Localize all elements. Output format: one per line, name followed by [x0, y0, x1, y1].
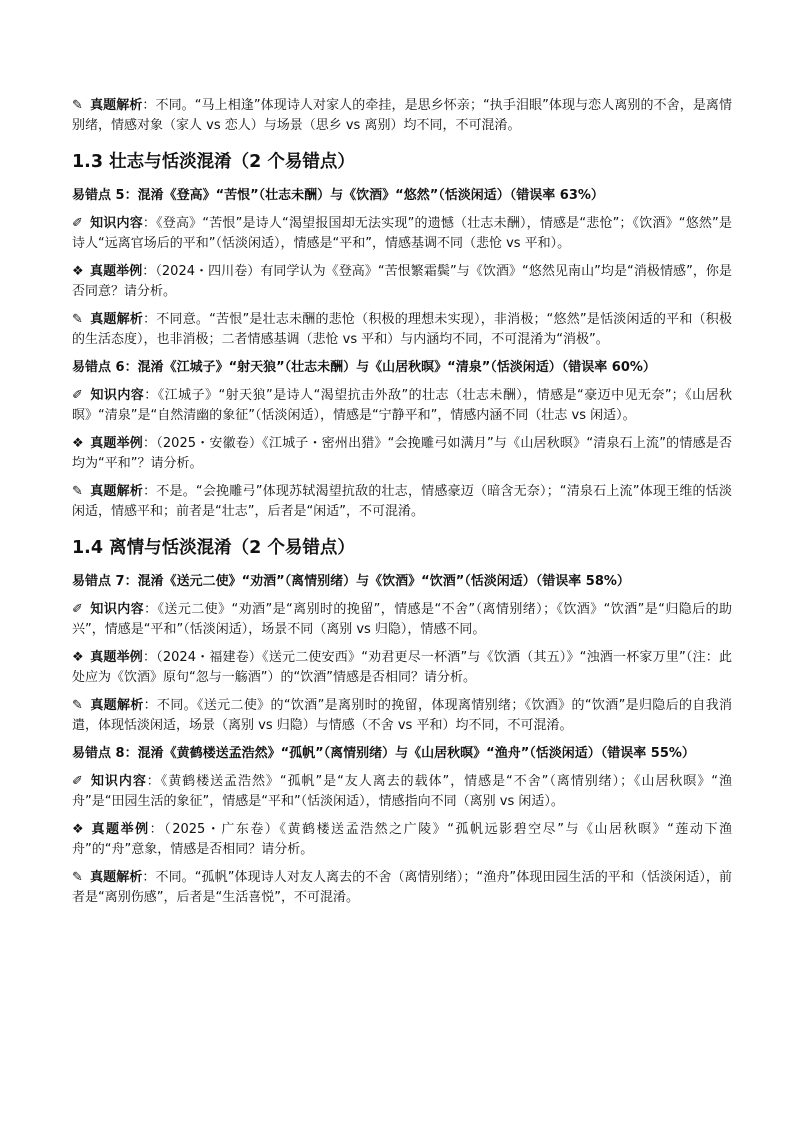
knowledge-text: ：《黄鹤楼送孟浩然》“孤帆”是“友人离去的载体”，情感是“不舍”（离情别绪）；《山居秋暝》“渔舟”是“田园生活的象征”，情感是“平和”（恬淡闲适），情感指向不同（离别 vs 闲适）。 — [72, 774, 732, 809]
diamond-icon: ❖ — [72, 650, 84, 665]
diamond-icon: ❖ — [72, 436, 84, 451]
example-text: ：（2024・福建卷）《送元二使安西》“劝君更尽一杯酒”与《饮酒（其五）》“浊酒一杯家万里”（注：此处应为《饮酒》原句“忽与一觞酒”）的“饮酒”情感是否相同？请分析。 — [72, 650, 732, 685]
example-label: 真题举例 — [90, 650, 143, 665]
example-text: ：（2025・安徽卷）《江城子・密州出猎》“会挽雕弓如满月”与《山居秋暝》“清泉石上流”的情感是否均为“平和”？请分析。 — [72, 436, 732, 471]
point-title-5: 易错点 5：混淆《登高》“苦恨”（壮志未酬）与《饮酒》“悠然”（恬淡闲适）（错误率 63%） — [72, 188, 604, 203]
analysis-label: 真题解析 — [90, 98, 143, 113]
example-para — [72, 262, 732, 302]
pencil-icon: ✎ — [72, 698, 83, 713]
knowledge-para — [72, 600, 732, 640]
analysis-text: ：不同。“马上相逢”体现诗人对家人的牵挂，是思乡怀亲；“执手泪眼”体现与恋人离别的不舍，是离情别绪，情感对象（家人 vs 恋人）与场景（思乡 vs 离别）均不同，不可混淆。 — [72, 98, 732, 133]
pencil-icon: ✎ — [72, 312, 83, 327]
diamond-icon: ❖ — [72, 264, 84, 279]
knowledge-label: 知识内容 — [90, 602, 145, 617]
knowledge-label: 知识内容 — [90, 216, 143, 231]
section-title-1-4: 1.4 离情与恬淡混淆（2 个易错点） — [72, 538, 355, 558]
analysis-para — [72, 696, 732, 736]
point-title-7: 易错点 7：混淆《送元二使》“劝酒”（离情别绪）与《饮酒》“饮酒”（恬淡闲适）（错误率 58%） — [72, 574, 630, 589]
analysis-para — [72, 482, 732, 522]
analysis-label: 真题解析 — [90, 698, 144, 713]
document-page — [72, 96, 732, 916]
crayon-icon: ✐ — [72, 388, 83, 403]
analysis-text: ：不同。《送元二使》的“饮酒”是离别时的挽留，体现离情别绪；《饮酒》的“饮酒”是归隐后的自我消遣，体现恬淡闲适，场景（离别 vs 归隐）与情感（不舍 vs 平和）均不同，不可混淆。 — [72, 698, 732, 733]
knowledge-para — [72, 214, 732, 254]
point-title-8: 易错点 8：混淆《黄鹤楼送孟浩然》“孤帆”（离情别绪）与《山居秋暝》“渔舟”（恬淡闲适）（错误率 55%） — [72, 746, 695, 761]
knowledge-text: ：《送元二使》“劝酒”是“离别时的挽留”，情感是“不舍”（离情别绪）；《饮酒》“饮酒”是“归隐后的助兴”，情感是“平和”（恬淡闲适），场景不同（离别 vs 归隐），情感不同。 — [72, 602, 732, 637]
pencil-icon: ✎ — [72, 98, 83, 113]
analysis-text: ：不同。“孤帆”体现诗人对友人离去的不舍（离情别绪）；“渔舟”体现田园生活的平和（恬淡闲适），前者是“离别伤感”，后者是“生活喜悦”，不可混淆。 — [72, 870, 732, 905]
analysis-label: 真题解析 — [90, 484, 144, 499]
analysis-text: ：不是。“会挽雕弓”体现苏轼渴望抗敌的壮志，情感豪迈（暗含无奈）；“清泉石上流”体现王维的恬淡闲适，情感平和；前者是“壮志”，后者是“闲适”，不可混淆。 — [72, 484, 732, 519]
pencil-icon: ✎ — [72, 484, 83, 499]
analysis-para — [72, 868, 732, 908]
example-para — [72, 820, 732, 860]
knowledge-para — [72, 772, 732, 812]
crayon-icon: ✐ — [72, 216, 83, 231]
analysis-label: 真题解析 — [90, 870, 143, 885]
knowledge-label: 知识内容 — [90, 774, 147, 789]
analysis-text: ：不同意。“苦恨”是壮志未酬的悲怆（积极的理想未实现），非消极；“悠然”是恬淡闲适的平和（积极的生活态度），也非消极；二者情感基调（悲怆 vs 平和）与内涵均不同，不可混淆为“消极”。 — [72, 312, 732, 347]
example-label: 真题举例 — [90, 822, 150, 837]
example-para — [72, 648, 732, 688]
knowledge-para — [72, 386, 732, 426]
knowledge-label: 知识内容 — [90, 388, 145, 403]
point-title-6: 易错点 6：混淆《江城子》“射天狼”（壮志未酬）与《山居秋暝》“清泉”（恬淡闲适）（错误率 60%） — [72, 360, 656, 375]
example-text: ：（2025・广东卷）《黄鹤楼送孟浩然之广陵》“孤帆远影碧空尽”与《山居秋暝》“莲动下渔舟”的“舟”意象，情感是否相同？请分析。 — [72, 822, 732, 857]
pencil-icon: ✎ — [72, 870, 83, 885]
section-title-1-3: 1.3 壮志与恬淡混淆（2 个易错点） — [72, 152, 355, 172]
example-text: ：（2024・四川卷）有同学认为《登高》“苦恨繁霜鬓”与《饮酒》“悠然见南山”均是“消极情感”，你是否同意？请分析。 — [72, 264, 732, 299]
crayon-icon: ✐ — [72, 602, 83, 617]
analysis-para — [72, 310, 732, 350]
knowledge-text: ：《登高》“苦恨”是诗人“渴望报国却无法实现”的遗憾（壮志未酬），情感是“悲怆”；《饮酒》“悠然”是诗人“远离官场后的平和”（恬淡闲适），情感是“平和”，情感基调不同（悲怆 vs 平和）。 — [72, 216, 732, 251]
example-para — [72, 434, 732, 474]
analysis-label: 真题解析 — [90, 312, 144, 327]
diamond-icon: ❖ — [72, 822, 84, 837]
crayon-icon: ✐ — [72, 774, 83, 789]
intro-analysis — [72, 96, 732, 136]
knowledge-text: ：《江城子》“射天狼”是诗人“渴望抗击外敌”的壮志（壮志未酬），情感是“豪迈中见无奈”；《山居秋暝》“清泉”是“自然清幽的象征”（恬淡闲适），情感是“宁静平和”，情感内涵不同（壮志 vs 闲适）。 — [72, 388, 732, 423]
example-label: 真题举例 — [90, 264, 143, 279]
example-label: 真题举例 — [90, 436, 143, 451]
